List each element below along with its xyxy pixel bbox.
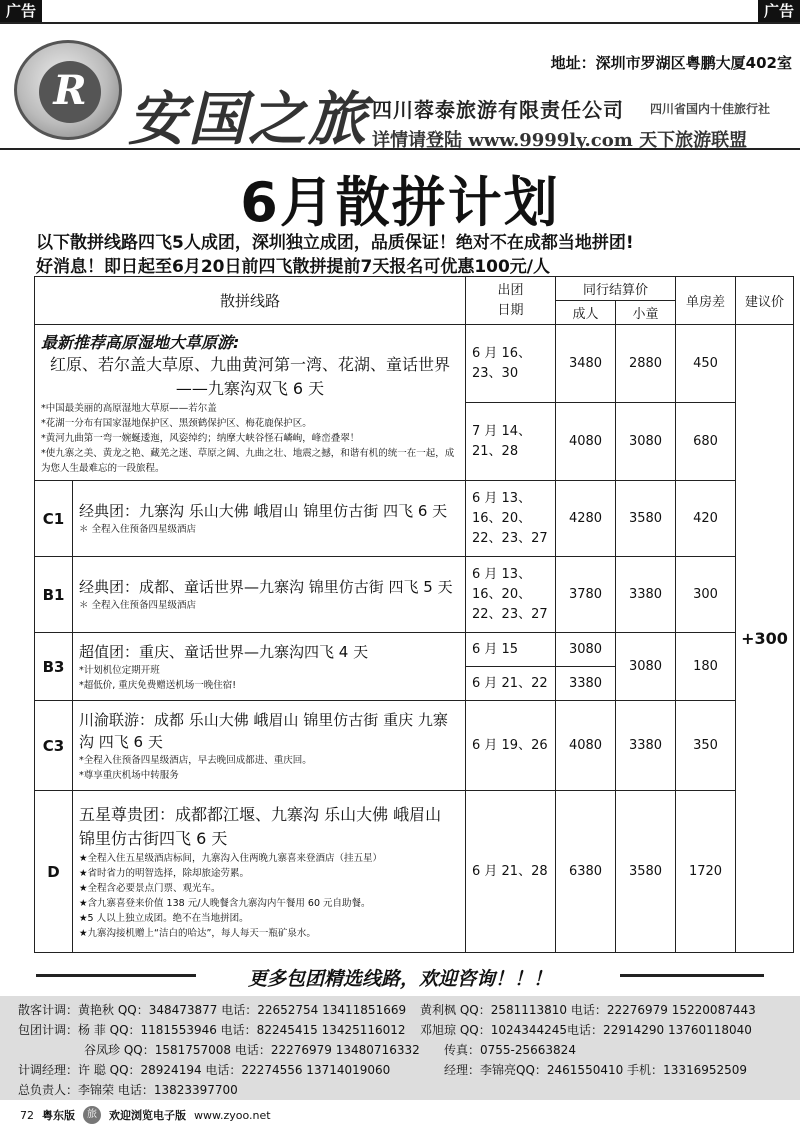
route-note: ＊ 全程入住预备四星级酒店 bbox=[79, 600, 197, 611]
contact-row bbox=[18, 1040, 800, 1060]
contact-entry: 谷凤珍 QQ：1581757008 电话：22276979 13480716332 bbox=[84, 1043, 420, 1057]
route-code-b1: B1 bbox=[35, 557, 73, 633]
contact-row bbox=[18, 1080, 800, 1100]
contact-entry: 黄利枫 QQ：2581113810 电话：22276979 15220087443 bbox=[420, 1003, 756, 1017]
route-single: 420 bbox=[676, 481, 736, 557]
header-route: 散拼线路 bbox=[35, 277, 466, 325]
contact-row bbox=[18, 1000, 800, 1020]
suggest-price: +300 bbox=[736, 325, 794, 953]
featured-date-1: 6 月 16、23、30 bbox=[466, 325, 556, 403]
route-note: ★九寨沟接机赠上“洁白的哈达”，每人每天一瓶矿泉水。 bbox=[79, 927, 316, 939]
route-note: ★省时省力的明智选择，除却旅途劳累。 bbox=[79, 867, 250, 879]
route-code-c1: C1 bbox=[35, 481, 73, 557]
brand-name: 安国之旅 bbox=[128, 85, 369, 153]
featured-single-1: 450 bbox=[676, 325, 736, 403]
route-child: 3380 bbox=[616, 557, 676, 633]
featured-heading: 最新推荐高原湿地大草原游: bbox=[41, 332, 240, 352]
route-d bbox=[73, 791, 466, 953]
contact-entry: 传真：0755-25663824 bbox=[444, 1043, 576, 1057]
footer-text: 欢迎浏览电子版 bbox=[109, 1109, 186, 1122]
route-code-d: D bbox=[35, 791, 73, 953]
header-child: 小童 bbox=[616, 301, 676, 325]
featured-title: 红原、若尔盖大草原、九曲黄河第一湾、花湖、童话世界——九寨沟双飞 6 天 bbox=[49, 354, 450, 398]
route-adult: 4080 bbox=[556, 701, 616, 791]
route-code-b3: B3 bbox=[35, 633, 73, 701]
footer-url[interactable]: www.zyoo.net bbox=[194, 1108, 271, 1122]
intro-line-1: 以下散拼线路四飞5人成团，深圳独立成团，品质保证！绝对不在成都当地拼团! bbox=[36, 233, 634, 253]
route-child: 3580 bbox=[616, 481, 676, 557]
ad-label-right: 广告 bbox=[758, 0, 800, 22]
featured-note: *中国最美丽的高原湿地大草原——若尔盖 bbox=[41, 402, 217, 414]
route-single: 350 bbox=[676, 701, 736, 791]
contacts-panel bbox=[0, 996, 800, 1100]
route-note: ★含九寨喜登来价值 138 元/人晚餐含九寨沟内午餐用 60 元自助餐。 bbox=[79, 897, 371, 909]
featured-note: *使九寨之美、黄龙之艳、藏羌之迷、草原之阔、九曲之壮、地震之撼，和谐有机的统一在一起，成为您人生最难忘的一段旅程。 bbox=[41, 447, 455, 474]
route-adult: 4280 bbox=[556, 481, 616, 557]
page-title: 6月散拼计划 bbox=[240, 171, 560, 234]
route-code-c3: C3 bbox=[35, 701, 73, 791]
company-name: 四川蓉泰旅游有限责任公司 bbox=[372, 98, 624, 122]
route-adult: 3080 bbox=[556, 633, 616, 667]
route-child: 3080 bbox=[616, 633, 676, 701]
page-footer bbox=[20, 1106, 271, 1124]
company-logo-seal: R bbox=[14, 40, 122, 140]
featured-adult-1: 3480 bbox=[556, 325, 616, 403]
route-single: 1720 bbox=[676, 791, 736, 953]
intro-line-2: 好消息！即日起至6月20日前四飞散拼提前7天报名可优惠100元/人 bbox=[36, 257, 551, 277]
route-title: 川渝联游：成都 乐山大佛 峨眉山 锦里仿古街 重庆 九寨沟 四飞 6 天 bbox=[79, 710, 448, 751]
route-date: 6 月 21、28 bbox=[466, 791, 556, 953]
route-b1 bbox=[73, 557, 466, 633]
route-note: ★全程含必要景点门票、观光车。 bbox=[79, 882, 221, 894]
contact-row bbox=[18, 1060, 800, 1080]
contact-entry: 邓旭琼 QQ：1024344245电话：22914290 13760118040 bbox=[420, 1023, 752, 1037]
contact-entry: 经理：李锦亮QQ：2461550410 手机：13316952509 bbox=[444, 1063, 748, 1077]
route-c1 bbox=[73, 481, 466, 557]
contact-entry: 包团计调：杨 菲 QQ：1181553946 电话：82245415 13425116012 bbox=[18, 1023, 406, 1037]
route-adult: 6380 bbox=[556, 791, 616, 953]
route-note: ＊ 全程入住预备四星级酒店 bbox=[79, 524, 197, 535]
route-note: *计划机位定期开班 bbox=[79, 664, 160, 676]
slogan-divider-right bbox=[620, 974, 764, 977]
route-child: 3380 bbox=[616, 701, 676, 791]
page-number: 72 bbox=[20, 1108, 34, 1122]
route-title: 经典团：九寨沟 乐山大佛 峨眉山 锦里仿古街 四飞 6 天 bbox=[79, 502, 448, 520]
route-date: 6 月 13、16、20、22、23、27 bbox=[466, 557, 556, 633]
header-single: 单房差 bbox=[676, 277, 736, 325]
header-date: 出团 日期 bbox=[466, 277, 556, 325]
route-note: *全程入住预备四星级酒店，早去晚回成都进、重庆回。 bbox=[79, 754, 312, 766]
featured-note: *黄河九曲第一弯一婉蜒逶迤，风姿绰约；纳摩大峡谷怪石嶙峋，峰峦叠翠！ bbox=[41, 432, 360, 444]
route-child: 3580 bbox=[616, 791, 676, 953]
route-date: 6 月 15 bbox=[466, 633, 556, 667]
route-note: ★5 人以上独立成团。绝不在当地拼团。 bbox=[79, 912, 249, 924]
featured-single-2: 680 bbox=[676, 403, 736, 481]
featured-note: *花湖一分布有国家湿地保护区、黑颈鹤保护区、梅花鹿保护区。 bbox=[41, 417, 312, 429]
route-date: 6 月 21、22 bbox=[466, 667, 556, 701]
featured-adult-2: 4080 bbox=[556, 403, 616, 481]
route-c3 bbox=[73, 701, 466, 791]
route-b3 bbox=[73, 633, 466, 701]
tour-plan-table bbox=[34, 276, 794, 953]
route-title: 五星尊贵团：成都都江堰、九寨沟 乐山大佛 峨眉山 锦里仿古街四飞 6 天 bbox=[79, 804, 442, 848]
ad-label-left: 广告 bbox=[0, 0, 42, 22]
route-single: 300 bbox=[676, 557, 736, 633]
featured-child-2: 3080 bbox=[616, 403, 676, 481]
contact-row bbox=[18, 1020, 800, 1040]
featured-date-2: 7 月 14、21、28 bbox=[466, 403, 556, 481]
header-price: 同行结算价 bbox=[556, 277, 676, 301]
featured-route bbox=[35, 325, 466, 481]
company-address: 地址：深圳市罗湖区粤鹏大厦402室 bbox=[550, 54, 792, 72]
contact-entry: 总负责人：李锦荣 电话：13823397700 bbox=[18, 1083, 238, 1097]
contact-entry: 散客计调：黄艳秋 QQ：348473877 电话：22652754 13411851669 bbox=[18, 1003, 407, 1017]
route-date: 6 月 19、26 bbox=[466, 701, 556, 791]
route-note: ★全程入住五星级酒店标间，九寨沟入住两晚九寨喜来登酒店（挂五星） bbox=[79, 852, 383, 864]
advert-header bbox=[0, 22, 800, 153]
route-title: 超值团：重庆、童话世界—九寨沟四飞 4 天 bbox=[79, 642, 369, 661]
edition-badge-icon: 旅 bbox=[83, 1106, 101, 1124]
header-suggest: 建议价 bbox=[736, 277, 794, 325]
route-adult: 3780 bbox=[556, 557, 616, 633]
route-title: 经典团：成都、童话世界—九寨沟 锦里仿古街 四飞 5 天 bbox=[79, 578, 453, 596]
website-line[interactable]: 详情请登陆 www.9999ly.com 天下旅游联盟 bbox=[372, 130, 748, 151]
route-note: *尊享重庆机场中转服务 bbox=[79, 769, 179, 781]
featured-child-1: 2880 bbox=[616, 325, 676, 403]
slogan: 更多包团精选线路，欢迎咨询！！！ bbox=[247, 968, 552, 990]
route-single: 180 bbox=[676, 633, 736, 701]
route-note: *超低价, 重庆免费赠送机场一晚住宿! bbox=[79, 679, 237, 691]
edition-label: 粤东版 bbox=[42, 1109, 75, 1122]
route-adult: 3380 bbox=[556, 667, 616, 701]
company-honor: 四川省国内十佳旅行社 bbox=[650, 102, 771, 116]
route-date: 6 月 13、16、20、22、23、27 bbox=[466, 481, 556, 557]
header-adult: 成人 bbox=[556, 301, 616, 325]
contact-entry: 计调经理：许 聪 QQ：28924194 电话：22274556 13714019060 bbox=[18, 1063, 391, 1077]
